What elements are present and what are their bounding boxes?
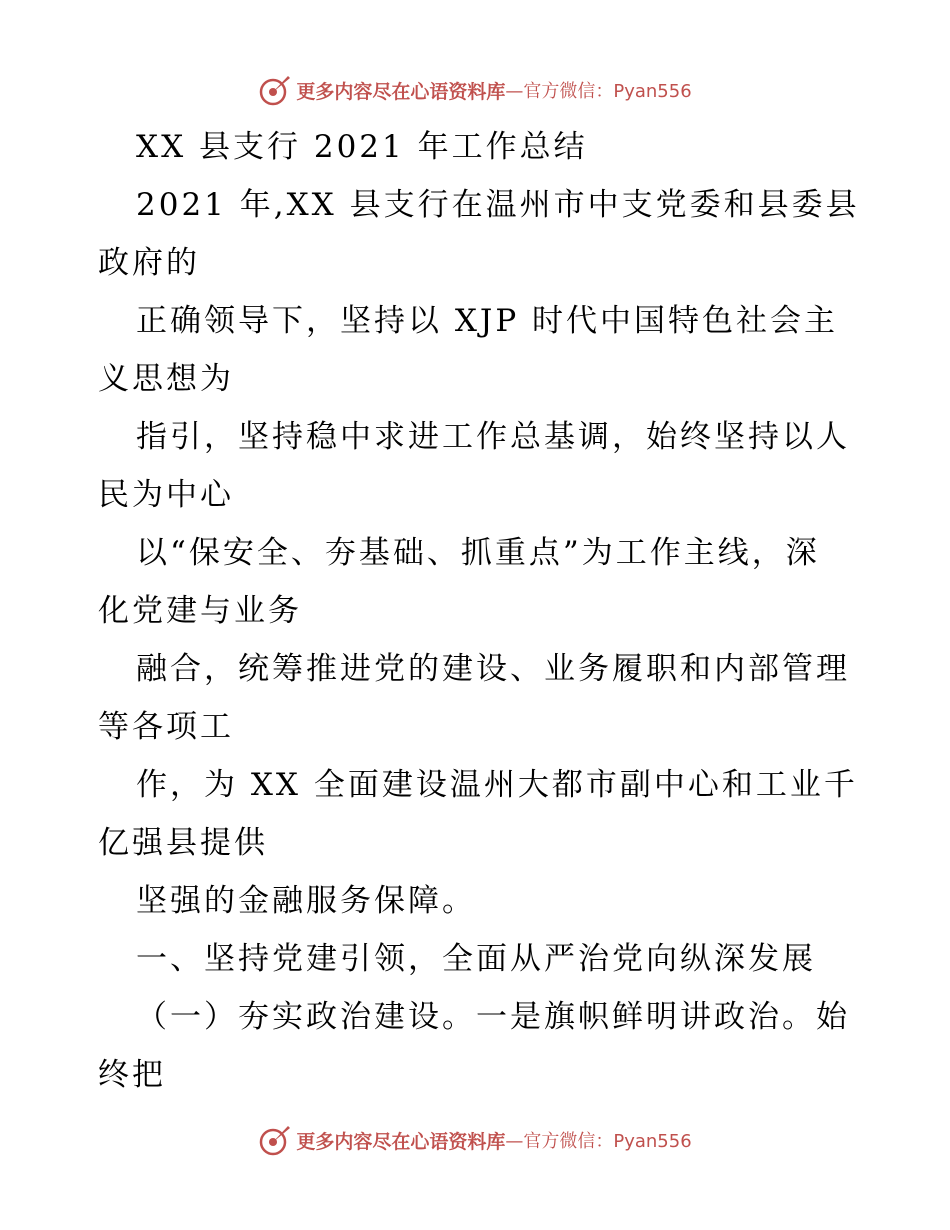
footer-banner [0, 1120, 950, 1160]
paragraph-line: 民为中心 [98, 477, 234, 513]
paragraph-line: 等各项工 [98, 709, 234, 745]
paragraph-line: 义思想为 [98, 361, 234, 397]
banner-site-name: 更多内容尽在心语资料库 [296, 1130, 506, 1153]
banner-site-name: 更多内容尽在心语资料库 [296, 80, 506, 103]
paragraph-line: 正确领导下，坚持以 XJP 时代中国特色社会主 [136, 303, 839, 339]
document-title: XX 县支行 2021 年工作总结 [136, 129, 588, 165]
quill-pen-logo-icon [258, 73, 292, 107]
paragraph-line: 亿强县提供 [98, 825, 268, 861]
paragraph-line: 终把 [98, 1057, 166, 1093]
quill-pen-logo-icon [258, 1123, 292, 1157]
paragraph-line: 2021 年,XX 县支行在温州市中支党委和县委县 [136, 187, 860, 223]
header-banner [0, 70, 950, 110]
paragraph-line: （一）夯实政治建设。一是旗帜鲜明讲政治。始 [136, 999, 850, 1035]
banner-wechat-contact: —官方微信：Pyan556 [505, 81, 692, 102]
paragraph-line: 作，为 XX 全面建设温州大都市副中心和工业千 [136, 767, 858, 803]
document-body [98, 118, 858, 1104]
paragraph-line: 以“保安全、夯基础、抓重点”为工作主线，深 [136, 535, 820, 571]
section-heading: 一、坚持党建引领，全面从严治党向纵深发展 [136, 941, 816, 977]
paragraph-line: 融合，统筹推进党的建设、业务履职和内部管理 [136, 651, 850, 687]
paragraph-line: 政府的 [98, 245, 200, 281]
paragraph-line: 化党建与业务 [98, 593, 302, 629]
banner-wechat-contact: —官方微信：Pyan556 [505, 1131, 692, 1152]
paragraph-line: 指引，坚持稳中求进工作总基调，始终坚持以人 [136, 419, 850, 455]
paragraph-line: 坚强的金融服务保障。 [136, 883, 476, 919]
